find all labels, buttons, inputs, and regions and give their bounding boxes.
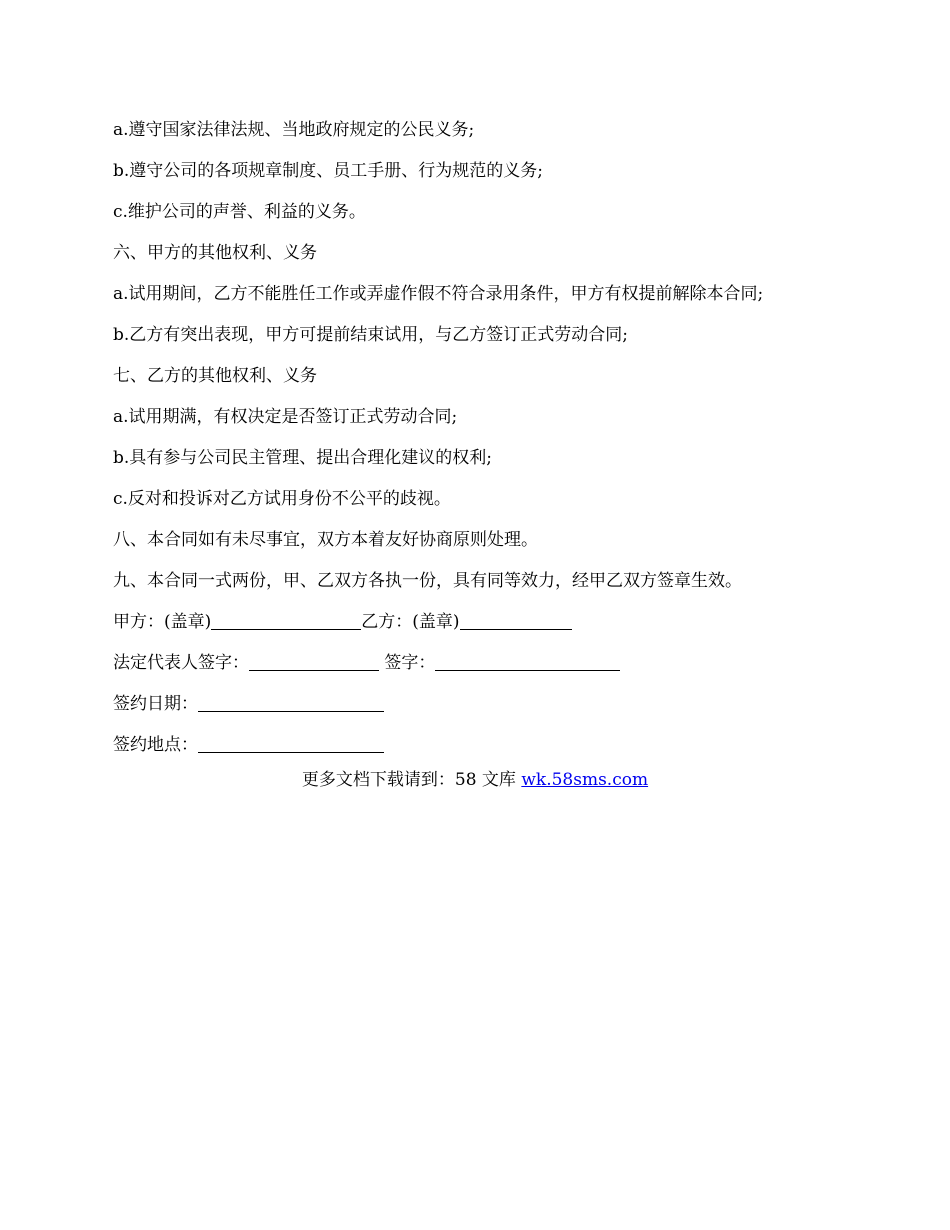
footer-link[interactable]: wk.58sms.com [521, 770, 649, 790]
sign-date-blank [198, 694, 384, 712]
paragraph: b.具有参与公司民主管理、提出合理化建议的权利; [113, 448, 493, 468]
paragraph: c.维护公司的声誉、利益的义务。 [113, 202, 366, 222]
party-a-label: 甲方：(盖章) [113, 612, 212, 632]
footer-text: 更多文档下载请到：58 文库 [301, 770, 522, 790]
paragraph: a.遵守国家法律法规、当地政府规定的公民义务; [113, 120, 475, 140]
document-body [113, 110, 843, 766]
sign-date-line [113, 684, 843, 725]
legal-rep-signature-blank [249, 653, 379, 671]
section-heading: 八、本合同如有未尽事宜，双方本着友好协商原则处理。 [113, 530, 538, 550]
paragraph: c.反对和投诉对乙方试用身份不公平的歧视。 [113, 489, 451, 509]
legal-rep-label: 法定代表人签字： [113, 653, 249, 673]
section-heading: 七、乙方的其他权利、义务 [113, 366, 317, 386]
paragraph: a.试用期间，乙方不能胜任工作或弄虚作假不符合录用条件，甲方有权提前解除本合同; [113, 284, 764, 304]
section-heading: 九、本合同一式两份，甲、乙双方各执一份，具有同等效力，经甲乙双方签章生效。 [113, 571, 742, 591]
section-heading: 六、甲方的其他权利、义务 [113, 243, 317, 263]
download-footer [0, 763, 950, 797]
party-a-seal-blank [211, 612, 361, 630]
representative-signature-line [113, 643, 843, 684]
sign-date-label: 签约日期： [113, 694, 198, 714]
paragraph: a.试用期满，有权决定是否签订正式劳动合同; [113, 407, 458, 427]
party-b-label: 乙方：(盖章) [361, 612, 460, 632]
party-b-seal-blank [460, 612, 572, 630]
sign-label: 签字： [384, 653, 436, 673]
paragraph: b.乙方有突出表现，甲方可提前结束试用，与乙方签订正式劳动合同; [113, 325, 629, 345]
sign-place-line [113, 725, 843, 766]
party-signature-line [113, 602, 843, 643]
sign-place-label: 签约地点： [113, 735, 198, 755]
signature-blank [435, 653, 620, 671]
paragraph: b.遵守公司的各项规章制度、员工手册、行为规范的义务; [113, 161, 544, 181]
sign-place-blank [198, 735, 384, 753]
